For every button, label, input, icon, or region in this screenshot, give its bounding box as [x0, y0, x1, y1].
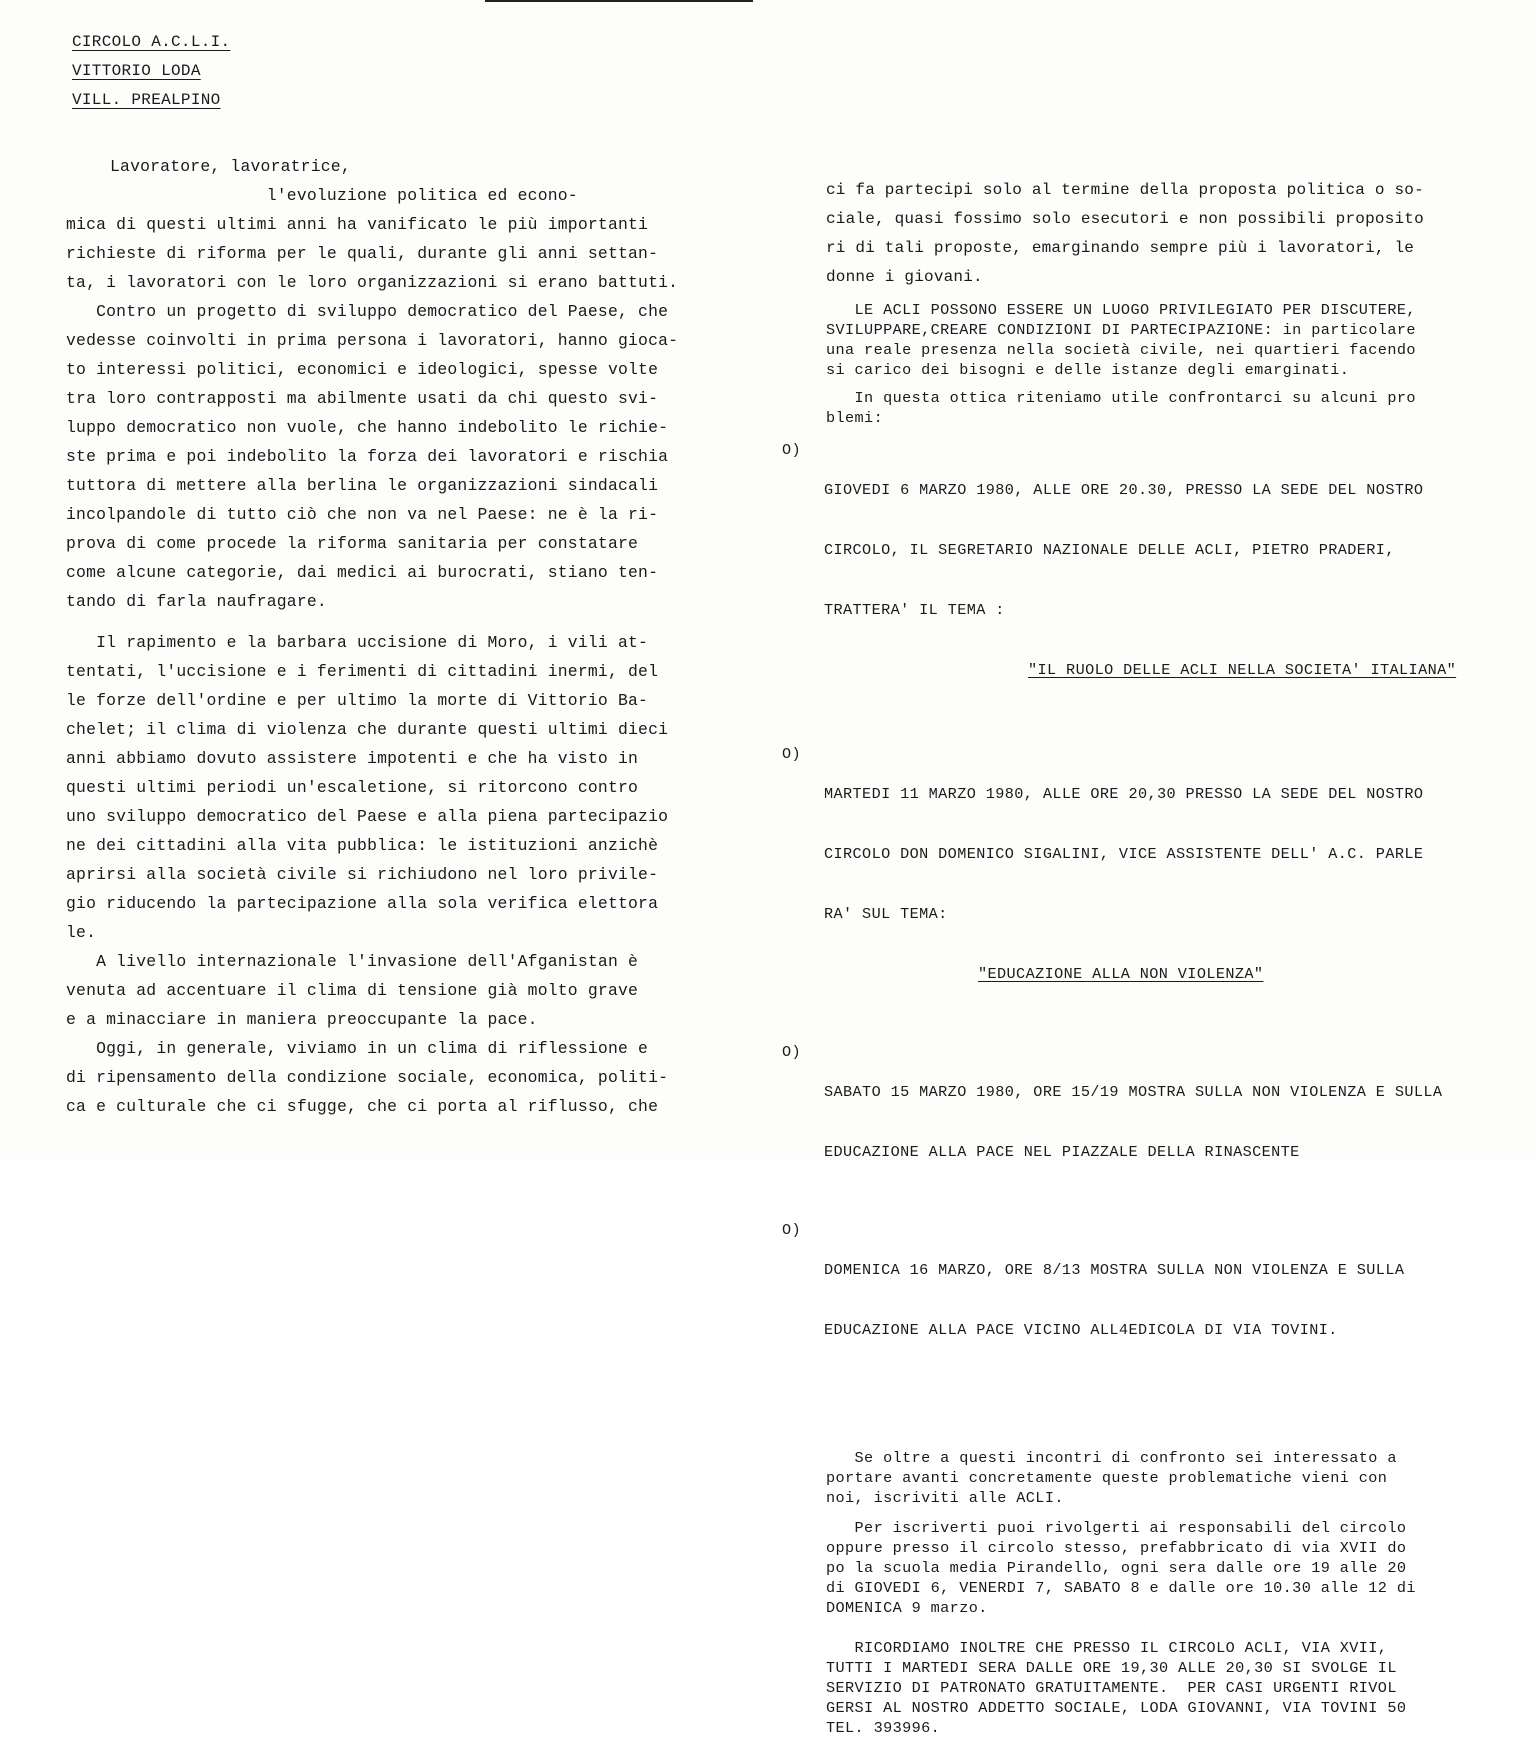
- text-line: ta, i lavoratori con le loro organizzazioni si erano battuti.: [66, 273, 679, 292]
- text-line: uno sviluppo democratico del Paese e alla piena partecipazio: [66, 807, 669, 826]
- text-line: tentati, l'uccisione e i ferimenti di cittadini inermi, del: [66, 662, 659, 681]
- text-line: gio riducendo la partecipazione alla sola verifica elettora: [66, 894, 659, 913]
- text-line: ciale, quasi fossimo solo esecutori e non possibili proposito: [826, 210, 1424, 228]
- text-line: Il rapimento e la barbara uccisione di Moro, i vili at-: [66, 633, 649, 652]
- event-theme: "EDUCAZIONE ALLA NON VIOLENZA": [978, 965, 1264, 983]
- text-line: In questa ottica riteniamo utile confrontarci su alcuni pro: [826, 389, 1416, 407]
- text-line: come alcune categorie, dai medici ai burocrati, stiano ten-: [66, 563, 659, 582]
- top-edge-line: [485, 0, 753, 2]
- text-line: l'evoluzione politica ed econo-: [66, 186, 578, 205]
- text-line: to interessi politici, economici e ideologici, spesse volte: [66, 360, 659, 379]
- letterhead: [72, 28, 230, 115]
- text-line: tuttora di mettere alla berlina le organizzazioni sindacali: [66, 476, 659, 495]
- text-line: oppure presso il circolo stesso, prefabbricato di via XVII do: [826, 1539, 1407, 1557]
- text-line: DOMENICA 16 MARZO, ORE 8/13 MOSTRA SULLA NON VIOLENZA E SULLA: [824, 1261, 1405, 1279]
- acli-statement: [782, 300, 1522, 380]
- invite-paragraph: [782, 1448, 1522, 1508]
- text-line: incolpandole di tutto ciò che non va nel Paese: ne è la ri-: [66, 505, 659, 524]
- text-line: TRATTERA' IL TEMA :: [824, 601, 1005, 619]
- text-line: MARTEDI 11 MARZO 1980, ALLE ORE 20,30 PRESSO LA SEDE DEL NOSTRO: [824, 785, 1424, 803]
- text-line: mica di questi ultimi anni ha vanificato le più importanti: [66, 215, 649, 234]
- text-line: questi ultimi periodi un'escaletione, si ritorcono contro: [66, 778, 639, 797]
- text-line: e a minacciare in maniera preoccupante la pace.: [66, 1010, 538, 1029]
- text-line: tando di farla naufragare.: [66, 592, 327, 611]
- text-line: GIOVEDI 6 MARZO 1980, ALLE ORE 20.30, PRESSO LA SEDE DEL NOSTRO: [824, 481, 1424, 499]
- text-line: ne dei cittadini alla vita pubblica: le istituzioni anzichè: [66, 836, 659, 855]
- text-line: si carico dei bisogni e delle istanze degli emarginati.: [826, 361, 1350, 379]
- text-line: Se oltre a questi incontri di confronto sei interessato a: [826, 1449, 1397, 1467]
- text-line: EDUCAZIONE ALLA PACE VICINO ALL4EDICOLA DI VIA TOVINI.: [824, 1321, 1338, 1339]
- event-item-3: [782, 1042, 1522, 1202]
- bullet-marker: O): [782, 1221, 802, 1239]
- letterhead-line-1: CIRCOLO A.C.L.I.: [72, 33, 231, 51]
- event-item-2: [782, 744, 1522, 1024]
- text-line: aprirsi alla società civile si richiudono nel loro privile-: [66, 865, 659, 884]
- bullet-marker: O): [782, 441, 802, 459]
- text-line: EDUCAZIONE ALLA PACE NEL PIAZZALE DELLA RINASCENTE: [824, 1143, 1300, 1161]
- text-line: vedesse coinvolti in prima persona i lavoratori, hanno gioca-: [66, 331, 679, 350]
- event-item-4: [782, 1220, 1522, 1380]
- text-line: CIRCOLO, IL SEGRETARIO NAZIONALE DELLE ACLI, PIETRO PRADERI,: [824, 541, 1395, 559]
- text-line: ca e culturale che ci sfugge, che ci porta al riflusso, che: [66, 1097, 659, 1116]
- text-line: TEL. 393996.: [826, 1719, 941, 1737]
- text-line: donne i giovani.: [826, 268, 983, 286]
- text-line: Per iscriverti puoi rivolgerti ai responsabili del circolo: [826, 1519, 1407, 1537]
- text-line: prova di come procede la riforma sanitaria per constatare: [66, 534, 639, 553]
- text-line: SERVIZIO DI PATRONATO GRATUITAMENTE. PER CASI URGENTI RIVOL: [826, 1679, 1397, 1697]
- left-column: [66, 152, 706, 1121]
- intro-problems: [782, 388, 1522, 428]
- text-line: una reale presenza nella società civile, nei quartieri facendo: [826, 341, 1416, 359]
- text-line: ci fa partecipi solo al termine della proposta politica o so-: [826, 181, 1424, 199]
- text-line: RA' SUL TEMA:: [824, 905, 948, 923]
- text-line: CIRCOLO DON DOMENICO SIGALINI, VICE ASSISTENTE DELL' A.C. PARLE: [824, 845, 1424, 863]
- text-line: di ripensamento della condizione sociale, economica, politi-: [66, 1068, 669, 1087]
- salutation: Lavoratore, lavoratrice,: [110, 157, 351, 176]
- bullet-marker: O): [782, 1043, 802, 1061]
- text-line: DOMENICA 9 marzo.: [826, 1599, 988, 1617]
- text-line: SVILUPPARE,CREARE CONDIZIONI DI PARTECIPAZIONE: in particolare: [826, 321, 1416, 339]
- text-line: le forze dell'ordine e per ultimo la morte di Vittorio Ba-: [66, 691, 649, 710]
- bullet-marker: O): [782, 745, 802, 763]
- text-line: le.: [66, 923, 97, 942]
- text-line: richieste di riforma per le quali, durante gli anni settan-: [66, 244, 659, 263]
- text-line: tra loro contrapposti ma abilmente usati da chi questo svi-: [66, 389, 659, 408]
- letterhead-line-3: VILL. PREALPINO: [72, 91, 221, 109]
- text-line: GERSI AL NOSTRO ADDETTO SOCIALE, LODA GIOVANNI, VIA TOVINI 50: [826, 1699, 1407, 1717]
- text-line: venuta ad accentuare il clima di tensione già molto grave: [66, 981, 639, 1000]
- text-line: Oggi, in generale, viviamo in un clima di riflessione e: [66, 1039, 649, 1058]
- text-line: ri di tali proposte, emarginando sempre più i lavoratori, le: [826, 239, 1415, 257]
- text-line: di GIOVEDI 6, VENERDI 7, SABATO 8 e dalle ore 10.30 alle 12 di: [826, 1579, 1416, 1597]
- text-line: Contro un progetto di sviluppo democratico del Paese, che: [66, 302, 669, 321]
- text-line: RICORDIAMO INOLTRE CHE PRESSO IL CIRCOLO ACLI, VIA XVII,: [826, 1639, 1388, 1657]
- text-line: TUTTI I MARTEDI SERA DALLE ORE 19,30 ALLE 20,30 SI SVOLGE IL: [826, 1659, 1397, 1677]
- text-line: anni abbiamo dovuto assistere impotenti e che ha visto in: [66, 749, 639, 768]
- text-line: portare avanti concretamente queste problematiche vieni con: [826, 1469, 1388, 1487]
- patronato-paragraph: [782, 1638, 1522, 1738]
- text-line: blemi:: [826, 409, 884, 427]
- enrolment-paragraph: [782, 1518, 1522, 1618]
- right-column: [782, 176, 1522, 1738]
- text-line: luppo democratico non vuole, che hanno indebolito le richie-: [66, 418, 669, 437]
- text-line: SABATO 15 MARZO 1980, ORE 15/19 MOSTRA SULLA NON VIOLENZA E SULLA: [824, 1083, 1443, 1101]
- text-line: po la scuola media Pirandello, ogni sera dalle ore 19 alle 20: [826, 1559, 1407, 1577]
- letterhead-line-2: VITTORIO LODA: [72, 62, 201, 80]
- text-line: A livello internazionale l'invasione dell'Afganistan è: [66, 952, 639, 971]
- text-line: noi, iscriviti alle ACLI.: [826, 1489, 1064, 1507]
- event-theme: "IL RUOLO DELLE ACLI NELLA SOCIETA' ITALIANA": [1028, 661, 1457, 679]
- text-line: LE ACLI POSSONO ESSERE UN LUOGO PRIVILEGIATO PER DISCUTERE,: [826, 301, 1416, 319]
- text-line: ste prima e poi indebolito la forza dei lavoratori e rischia: [66, 447, 669, 466]
- text-line: chelet; il clima di violenza che durante questi ultimi dieci: [66, 720, 669, 739]
- event-item-1: [782, 440, 1522, 720]
